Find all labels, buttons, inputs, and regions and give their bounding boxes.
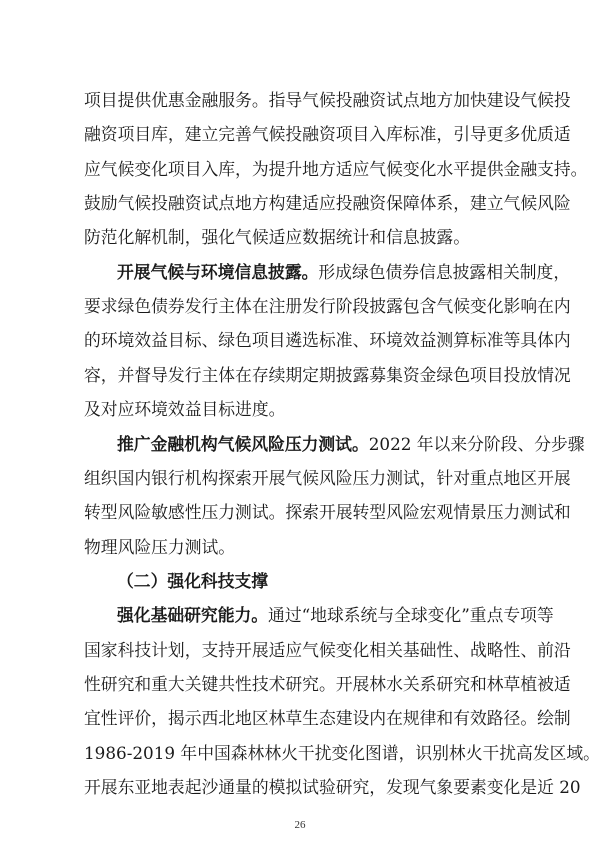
paragraph-line: 宜性评价，揭示西北地区林草生态建设内在规律和有效路径。绘制 bbox=[84, 708, 571, 728]
paragraph-line: 项目提供优惠金融服务。指导气候投融资试点地方加快建设气候投 bbox=[84, 90, 571, 110]
paragraph-line: 防范化解机制，强化气候适应数据统计和信息披露。 bbox=[84, 227, 470, 247]
section-heading: （二）强化科技支撑 bbox=[117, 571, 269, 591]
paragraph-line: 要求绿色债券发行主体在注册发行阶段披露包含气候变化影响在内 bbox=[84, 296, 571, 316]
paragraph-line: 开展东亚地表起沙通量的模拟试验研究，发现气象要素变化是近 20 bbox=[84, 777, 581, 797]
paragraph-line: 转型风险敏感性压力测试。探索开展转型风险宏观情景压力测试和 bbox=[84, 502, 571, 522]
paragraph-text: 2022 年以来分阶段、分步骤 bbox=[368, 434, 585, 454]
paragraph-text: 通过“地球系统与全球变化”重点专项等 bbox=[268, 605, 554, 625]
paragraph-line: 容，并督导发行主体在存续期定期披露募集资金绿色项目投放情况 bbox=[84, 365, 571, 385]
paragraph-line: 物理风险压力测试。 bbox=[84, 537, 236, 557]
paragraph-lead-bold: 强化基础研究能力。 bbox=[117, 605, 269, 625]
paragraph-line: 国家科技计划，支持开展适应气候变化相关基础性、战略性、前沿 bbox=[84, 640, 571, 660]
paragraph-lead-bold: 推广金融机构气候风险压力测试。 bbox=[117, 434, 369, 454]
paragraph-text: 形成绿色债券信息披露相关制度， bbox=[318, 262, 571, 282]
paragraph-line: 及对应环境效益目标进度。 bbox=[84, 399, 286, 419]
paragraph-line: 鼓励气候投融资试点地方构建适应投融资保障体系，建立气候风险 bbox=[84, 193, 571, 213]
paragraph-line: 应气候变化项目入库，为提升地方适应气候变化水平提供金融支持。 bbox=[84, 159, 588, 179]
paragraph-first-line bbox=[117, 433, 585, 455]
paragraph-first-line bbox=[117, 604, 554, 626]
paragraph-line: 的环境效益目标、绿色项目遴选标准、环境效益测算标准等具体内 bbox=[84, 330, 571, 350]
page-number: 26 bbox=[294, 819, 306, 831]
paragraph-line: 融资项目库，建立完善气候投融资项目入库标准，引导更多优质适 bbox=[84, 124, 571, 144]
paragraph-line: 组织国内银行机构探索开展气候风险压力测试，针对重点地区开展 bbox=[84, 468, 571, 488]
paragraph-line: 性研究和重大关键共性技术研究。开展林水关系研究和林草植被适 bbox=[84, 674, 571, 694]
paragraph-first-line bbox=[117, 261, 571, 283]
paragraph-lead-bold: 开展气候与环境信息披露。 bbox=[117, 262, 319, 282]
paragraph-line: 1986-2019 年中国森林林火干扰变化图谱，识别林火干扰高发区域。 bbox=[84, 743, 600, 763]
